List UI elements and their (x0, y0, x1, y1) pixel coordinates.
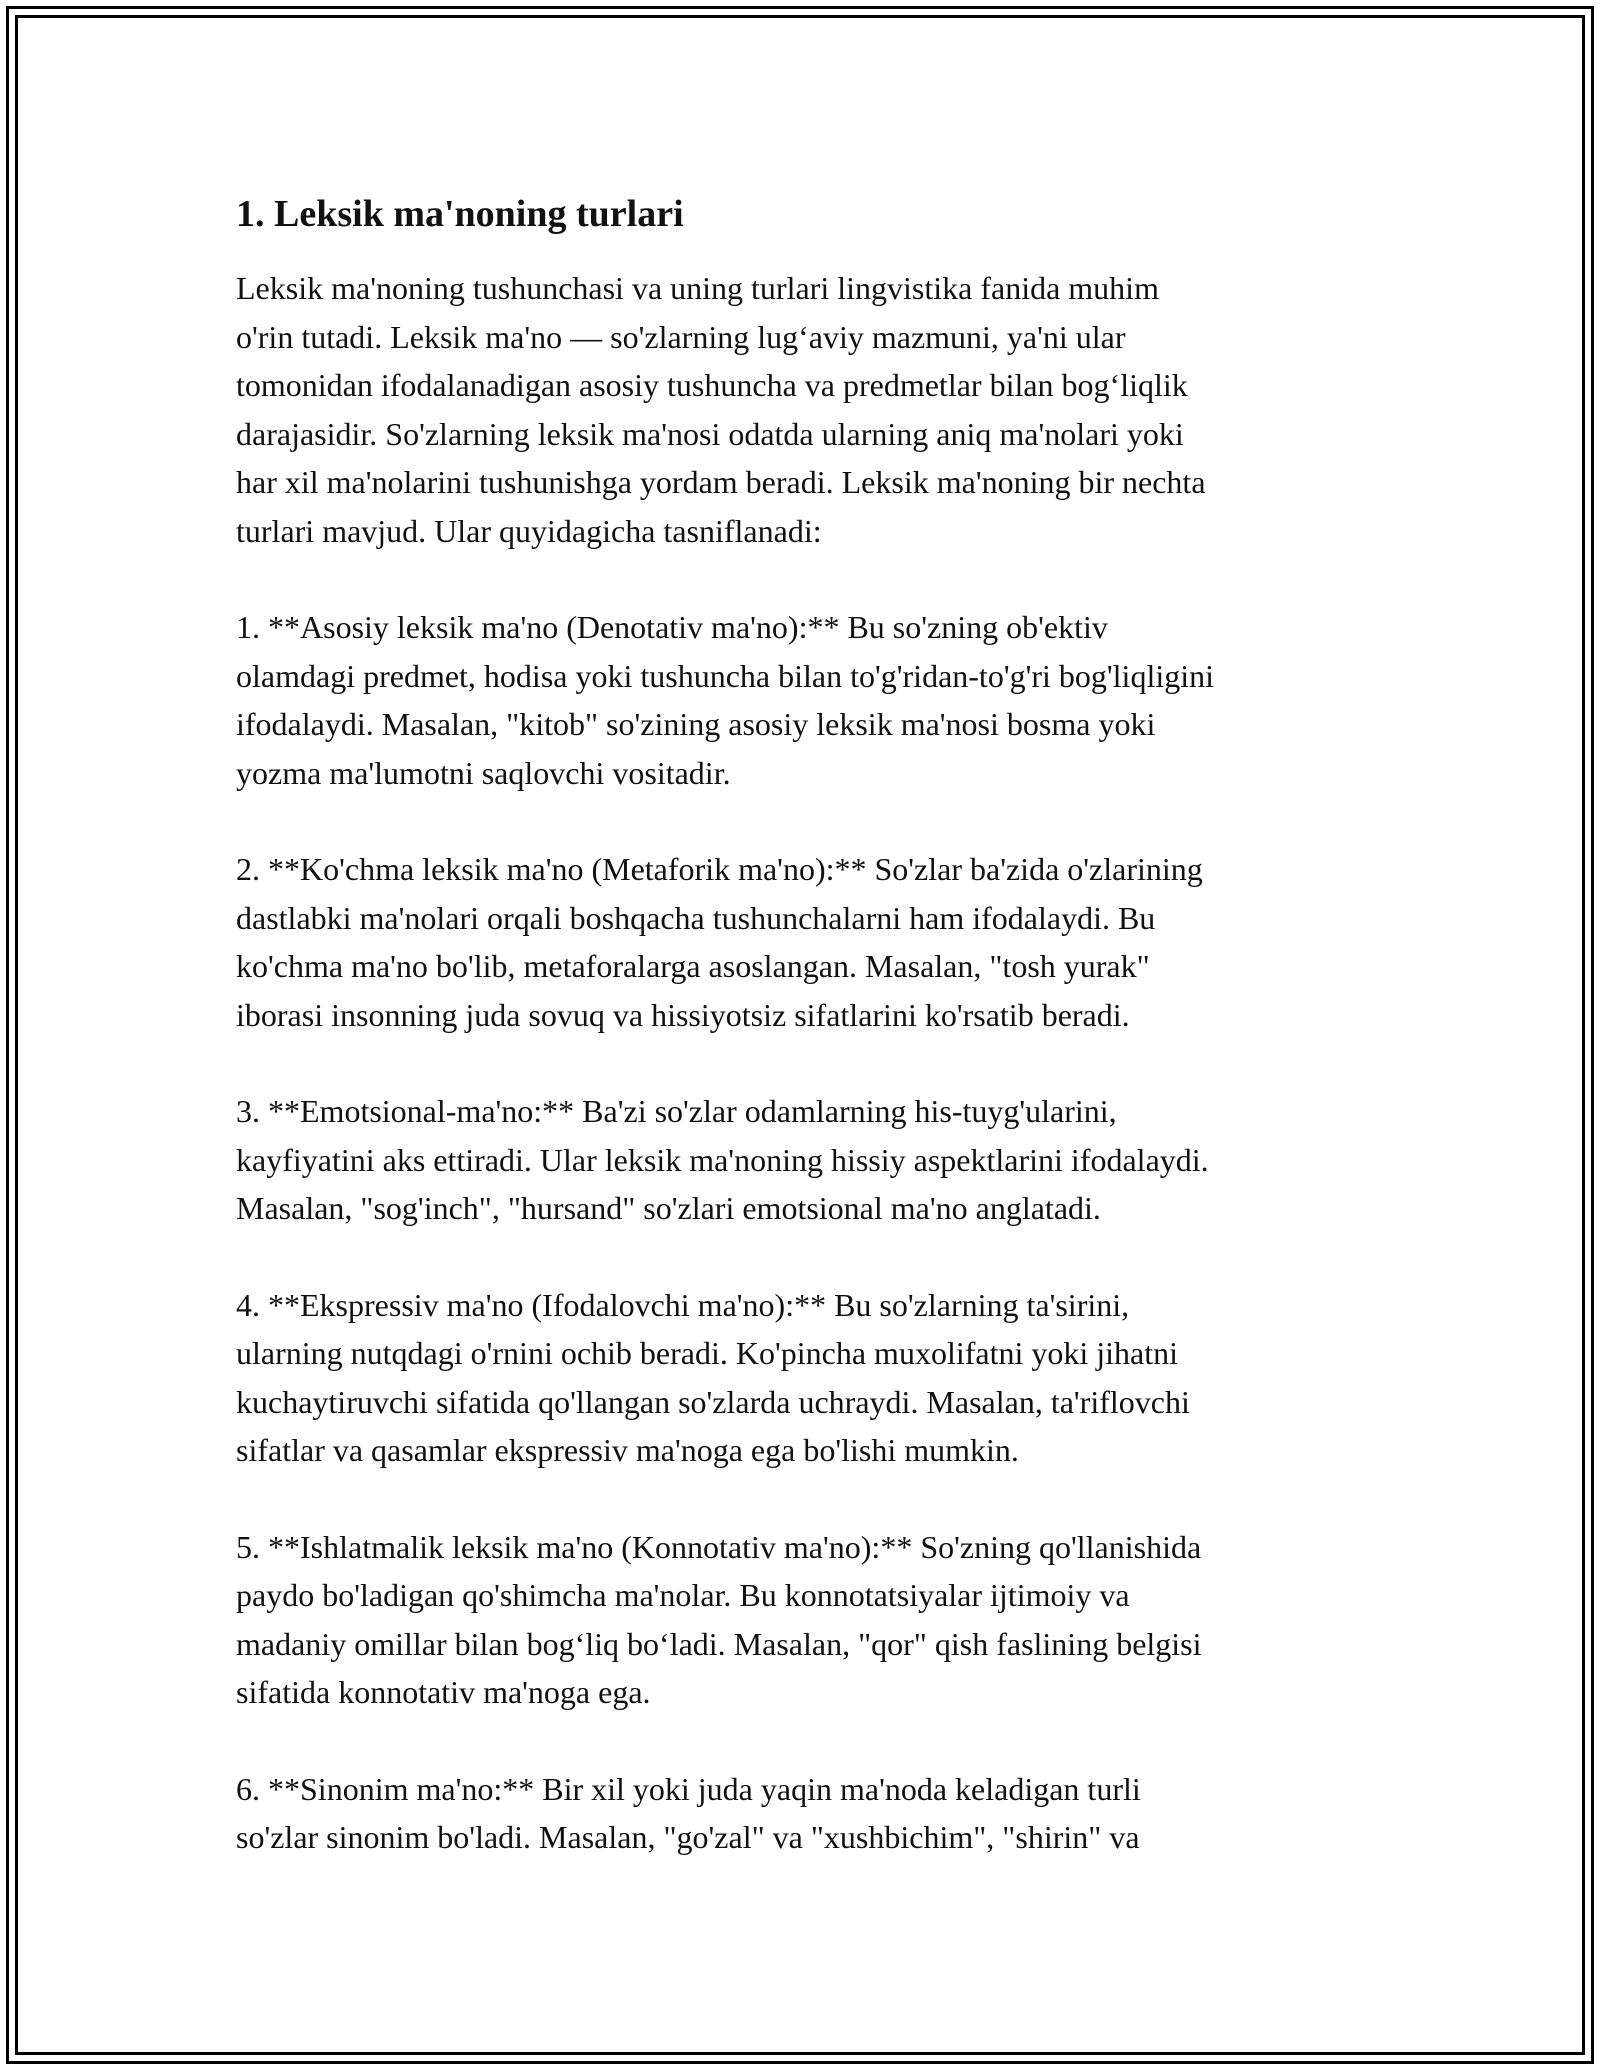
paragraph-line: sifatlar va qasamlar ekspressiv ma'noga ega bo'lishi mumkin. (236, 1432, 1019, 1468)
intro-paragraph (236, 264, 1376, 555)
paragraph-line: madaniy omillar bilan bog‘liq bo‘ladi. Masalan, "qor" qish faslining belgisi (236, 1625, 1202, 1662)
paragraph-line: 3. **Emotsional-ma'no:** Ba'zi so'zlar odamlarning his-tuyg'ularini, (236, 1093, 1117, 1129)
list-item-emotional (236, 1087, 1376, 1233)
paragraph-line: 4. **Ekspressiv ma'no (Ifodalovchi ma'no):** Bu so'zlarning ta'sirini, (236, 1286, 1130, 1323)
paragraph-line: so'zlar sinonim bo'ladi. Masalan, "go'zal" va "xushbichim", "shirin" va (236, 1819, 1140, 1855)
paragraph-line: Masalan, "sog'inch", "hursand" so'zlari emotsional ma'no anglatadi. (236, 1190, 1101, 1226)
paragraph-line: 5. **Ishlatmalik leksik ma'no (Konnotativ ma'no):** So'zning qo'llanishida (236, 1528, 1202, 1565)
document-body (236, 186, 1376, 1910)
section-heading: 1. Leksik ma'noning turlari (236, 193, 684, 235)
list-item-expressive (236, 1281, 1376, 1475)
paragraph-line: 6. **Sinonim ma'no:** Bir xil yoki juda yaqin ma'noda keladigan turli (236, 1770, 1141, 1807)
list-item-metaphoric (236, 845, 1376, 1039)
paragraph-line: sifatida konnotativ ma'noga ega. (236, 1674, 651, 1710)
paragraph-line: dastlabki ma'nolari orqali boshqacha tushunchalarni ham ifodalaydi. Bu (236, 899, 1156, 936)
list-item-connotative (236, 1523, 1376, 1717)
paragraph-line: o'rin tutadi. Leksik ma'no — so'zlarning lug‘aviy mazmuni, ya'ni ular (236, 318, 1126, 355)
list-item-synonym (236, 1765, 1376, 1862)
list-item-denotative (236, 603, 1376, 797)
paragraph-line: ifodalaydi. Masalan, "kitob" so'zining asosiy leksik ma'nosi bosma yoki (236, 706, 1156, 742)
paragraph-line: ularning nutqdagi o'rnini ochib beradi. Ko'pincha muxolifatni yoki jihatni (236, 1335, 1179, 1371)
paragraph-line: kuchaytiruvchi sifatida qo'llangan so'zlarda uchraydi. Masalan, ta'riflovchi (236, 1383, 1190, 1420)
paragraph-line: paydo bo'ladigan qo'shimcha ma'nolar. Bu konnotatsiyalar ijtimoiy va (236, 1577, 1130, 1613)
paragraph-line: iborasi insonning juda sovuq va hissiyotsiz sifatlarini ko'rsatib beradi. (236, 996, 1130, 1033)
paragraph-line: kayfiyatini aks ettiradi. Ular leksik ma'noning hissiy aspektlarini ifodalaydi. (236, 1141, 1209, 1178)
paragraph-line: olamdagi predmet, hodisa yoki tushuncha bilan to'g'ridan-to'g'ri bog'liqligini (236, 657, 1214, 694)
paragraph-line: Leksik ma'noning tushunchasi va uning turlari lingvistika fanida muhim (236, 270, 1159, 306)
paragraph-line: 1. **Asosiy leksik ma'no (Denotativ ma'no):** Bu so'zning ob'ektiv (236, 609, 1108, 645)
paragraph-line: turlari mavjud. Ular quyidagicha tasniflanadi: (236, 512, 822, 549)
paragraph-line: ko'chma ma'no bo'lib, metaforalarga asoslangan. Masalan, "tosh yurak" (236, 948, 1150, 984)
paragraph-line: 2. **Ko'chma leksik ma'no (Metaforik ma'no):** So'zlar ba'zida o'zlarining (236, 851, 1203, 887)
paragraph-line: darajasidir. So'zlarning leksik ma'nosi odatda ularning aniq ma'nolari yoki (236, 415, 1184, 452)
paragraph-line: tomonidan ifodalanadigan asosiy tushuncha va predmetlar bilan bog‘liqlik (236, 367, 1188, 403)
paragraph-line: har xil ma'nolarini tushunishga yordam beradi. Leksik ma'noning bir nechta (236, 464, 1206, 500)
paragraph-line: yozma ma'lumotni saqlovchi vositadir. (236, 754, 731, 791)
